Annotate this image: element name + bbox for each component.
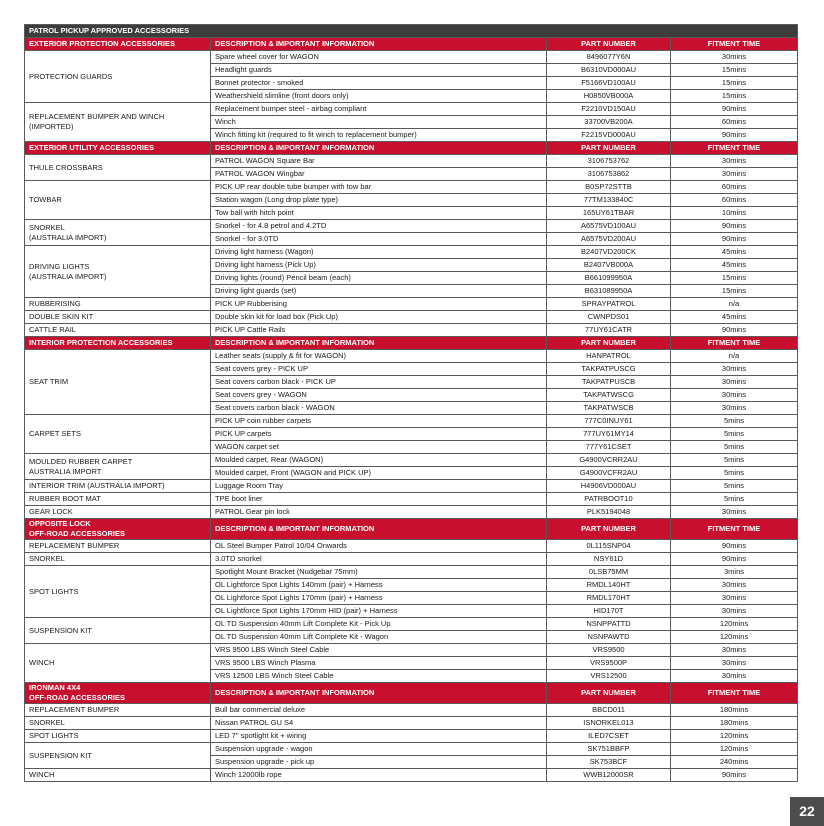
fitment-time-cell: 30mins (671, 389, 798, 402)
category-cell (25, 51, 211, 103)
part-number-cell: 77TM133840C (547, 194, 671, 207)
category-cell (25, 717, 211, 730)
column-header-part-number: PART NUMBER (547, 142, 671, 155)
fitment-time-cell: 30mins (671, 579, 798, 592)
part-number-cell: 777Y61CSET (547, 441, 671, 454)
category-label: GEAR LOCK (29, 507, 73, 516)
part-number-cell: ISNORKEL013 (547, 717, 671, 730)
description-cell: Driving light guards (set) (211, 285, 547, 298)
description-cell: TPE boot liner (211, 493, 547, 506)
fitment-time-cell: 30mins (671, 670, 798, 683)
category-label: CARPET SETS (29, 429, 81, 438)
part-number-cell: ILED7CSET (547, 730, 671, 743)
part-number-cell: 3106753762 (547, 155, 671, 168)
category-cell (25, 704, 211, 717)
part-number-cell: B631089950A (547, 285, 671, 298)
category-cell (25, 155, 211, 181)
description-cell: WAGON carpet set (211, 441, 547, 454)
description-cell: 3.0TD snorkel (211, 553, 547, 566)
description-cell: Nissan PATROL GU S4 (211, 717, 547, 730)
accessories-table-container (24, 24, 797, 782)
accessories-table-body (25, 25, 798, 782)
description-cell: Suspension upgrade - pick up (211, 756, 547, 769)
fitment-time-cell: 30mins (671, 363, 798, 376)
category-label: SNORKEL (29, 718, 65, 727)
part-number-cell: SK751BBFP (547, 743, 671, 756)
table-row (25, 415, 798, 428)
column-header-part-number: PART NUMBER (547, 337, 671, 350)
category-cell (25, 730, 211, 743)
description-cell: Snorkel - for 4.8 petrol and 4.2TD (211, 220, 547, 233)
part-number-cell: RMDL140HT (547, 579, 671, 592)
part-number-cell: BBCD011 (547, 704, 671, 717)
category-cell (25, 324, 211, 337)
table-row (25, 493, 798, 506)
category-cell (25, 415, 211, 454)
section-title (25, 38, 211, 51)
fitment-time-cell: 5mins (671, 467, 798, 480)
description-cell: PATROL WAGON Wingbar (211, 168, 547, 181)
description-cell: OL Steel Bumper Patrol 10/04 Onwards (211, 540, 547, 553)
description-cell: PICK UP coin rubber carpets (211, 415, 547, 428)
category-label: WINCH (29, 658, 55, 667)
column-header-fitment-time: FITMENT TIME (671, 519, 798, 540)
section-title-line: INTERIOR PROTECTION ACCESSORIES (29, 338, 173, 347)
part-number-cell: VRS9500P (547, 657, 671, 670)
part-number-cell: 0L115SNP04 (547, 540, 671, 553)
category-cell (25, 311, 211, 324)
section-header-row (25, 519, 798, 540)
description-cell: Leather seats (supply & fit for WAGON) (211, 350, 547, 363)
category-label: SEAT TRIM (29, 377, 69, 386)
fitment-time-cell: 180mins (671, 717, 798, 730)
section-title (25, 337, 211, 350)
category-cell (25, 454, 211, 480)
description-cell: Moulded carpet, Front (WAGON and PICK UP) (211, 467, 547, 480)
category-cell (25, 618, 211, 644)
fitment-time-cell: 30mins (671, 644, 798, 657)
category-label: REPLACEMENT BUMPER (29, 705, 120, 714)
fitment-time-cell: 15mins (671, 64, 798, 77)
part-number-cell: B2407VB000A (547, 259, 671, 272)
part-number-cell: B6310VD000AU (547, 64, 671, 77)
fitment-time-cell: n/a (671, 350, 798, 363)
table-row (25, 618, 798, 631)
part-number-cell: TAKPATPUSCB (547, 376, 671, 389)
table-row (25, 566, 798, 579)
description-cell: Spotlight Mount Bracket (Nudgebar 75mm) (211, 566, 547, 579)
part-number-cell: B2407VD200CK (547, 246, 671, 259)
part-number-cell: HID170T (547, 605, 671, 618)
category-label: TOWBAR (29, 195, 62, 204)
table-row (25, 644, 798, 657)
table-row (25, 350, 798, 363)
part-number-cell: G4900VCFR2AU (547, 467, 671, 480)
part-number-cell: 3106753862 (547, 168, 671, 181)
table-row (25, 743, 798, 756)
description-cell: Seat covers grey - WAGON (211, 389, 547, 402)
fitment-time-cell: 120mins (671, 743, 798, 756)
description-cell: OL TD Suspension 40mm Lift Complete Kit - Wagon (211, 631, 547, 644)
page-number-badge: 22 (790, 797, 824, 826)
column-header-description: DESCRIPTION & IMPORTANT INFORMATION (211, 519, 547, 540)
category-label: DRIVING LIGHTS (29, 261, 90, 271)
fitment-time-cell: 90mins (671, 324, 798, 337)
category-label: INTERIOR TRIM (AUSTRALIA IMPORT) (29, 481, 165, 490)
description-cell: PATROL WAGON Square Bar (211, 155, 547, 168)
description-cell: Station wagon (Long drop plate type) (211, 194, 547, 207)
fitment-time-cell: 90mins (671, 769, 798, 782)
section-title (25, 142, 211, 155)
fitment-time-cell: 5mins (671, 454, 798, 467)
description-cell: Seat covers carbon black - PICK UP (211, 376, 547, 389)
category-label: SUSPENSION KIT (29, 750, 92, 760)
section-title (25, 519, 211, 540)
part-number-cell: WWB12000SR (547, 769, 671, 782)
fitment-time-cell: 90mins (671, 220, 798, 233)
description-cell: Replacement bumper steel - airbag compliant (211, 103, 547, 116)
accessories-table (24, 24, 798, 782)
category-label: RUBBERISING (29, 299, 81, 308)
category-label: SUSPENSION KIT (29, 625, 92, 635)
part-number-cell: F2210VD150AU (547, 103, 671, 116)
category-label: (IMPORTED) (29, 122, 74, 131)
description-cell: OL Lightforce Spot Lights 170mm HID (pair) + Harness (211, 605, 547, 618)
category-cell (25, 350, 211, 415)
fitment-time-cell: 90mins (671, 540, 798, 553)
column-header-part-number: PART NUMBER (547, 519, 671, 540)
fitment-time-cell: 30mins (671, 51, 798, 64)
part-number-cell: NSNPPATTD (547, 618, 671, 631)
part-number-cell: SK753BCF (547, 756, 671, 769)
fitment-time-cell: 90mins (671, 103, 798, 116)
category-label: RUBBER BOOT MAT (29, 494, 101, 503)
table-row (25, 298, 798, 311)
category-label: REPLACEMENT BUMPER (29, 541, 120, 550)
part-number-cell: TAKPATPUSCG (547, 363, 671, 376)
description-cell: Driving light harness (Wagon) (211, 246, 547, 259)
column-header-fitment-time: FITMENT TIME (671, 142, 798, 155)
description-cell: Headlight guards (211, 64, 547, 77)
fitment-time-cell: 5mins (671, 480, 798, 493)
fitment-time-cell: 15mins (671, 90, 798, 103)
fitment-time-cell: 5mins (671, 493, 798, 506)
description-cell: Driving light harness (Pick Up) (211, 259, 547, 272)
description-cell: Winch 12000lb rope (211, 769, 547, 782)
fitment-time-cell: 120mins (671, 618, 798, 631)
category-cell (25, 644, 211, 683)
table-row (25, 717, 798, 730)
description-cell: OL TD Suspension 40mm Lift Complete Kit - Pick Up (211, 618, 547, 631)
table-title-row (25, 25, 798, 38)
part-number-cell: 165UY61TBAR (547, 207, 671, 220)
fitment-time-cell: 5mins (671, 415, 798, 428)
table-title: PATROL PICKUP APPROVED ACCESSORIES (25, 25, 798, 38)
fitment-time-cell: 45mins (671, 259, 798, 272)
description-cell: VRS 9500 LBS Winch Steel Cable (211, 644, 547, 657)
category-label: PROTECTION GUARDS (29, 71, 113, 81)
section-header-row (25, 683, 798, 704)
category-cell (25, 298, 211, 311)
category-label: WINCH (29, 770, 55, 779)
category-cell (25, 566, 211, 618)
description-cell: Spare wheel cover for WAGON (211, 51, 547, 64)
fitment-time-cell: 90mins (671, 129, 798, 142)
fitment-time-cell: 30mins (671, 155, 798, 168)
category-cell (25, 103, 211, 142)
part-number-cell: 777UY61MY14 (547, 428, 671, 441)
category-cell (25, 480, 211, 493)
fitment-time-cell: n/a (671, 298, 798, 311)
description-cell: Tow ball with hitch point (211, 207, 547, 220)
section-header-row (25, 38, 798, 51)
part-number-cell: RMDL170HT (547, 592, 671, 605)
table-row (25, 730, 798, 743)
fitment-time-cell: 15mins (671, 272, 798, 285)
part-number-cell: B0SP72STTB (547, 181, 671, 194)
fitment-time-cell: 60mins (671, 181, 798, 194)
category-label: REPLACEMENT BUMPER AND WINCH (29, 112, 165, 121)
category-cell (25, 506, 211, 519)
category-cell (25, 246, 211, 298)
column-header-description: DESCRIPTION & IMPORTANT INFORMATION (211, 38, 547, 51)
description-cell: Weathershield slimline (front doors only) (211, 90, 547, 103)
section-header-row (25, 142, 798, 155)
fitment-time-cell: 5mins (671, 441, 798, 454)
section-title-line: EXTERIOR UTILITY ACCESSORIES (29, 143, 155, 152)
description-cell: PICK UP carpets (211, 428, 547, 441)
part-number-cell: VRS9500 (547, 644, 671, 657)
part-number-cell: VRS12500 (547, 670, 671, 683)
table-row (25, 246, 798, 259)
section-title-line: OFF-ROAD ACCESSORIES (29, 529, 125, 538)
section-header-row (25, 337, 798, 350)
fitment-time-cell: 30mins (671, 168, 798, 181)
category-cell (25, 540, 211, 553)
table-row (25, 553, 798, 566)
description-cell: Moulded carpet, Rear (WAGON) (211, 454, 547, 467)
part-number-cell: A6575VD100AU (547, 220, 671, 233)
fitment-time-cell: 10mins (671, 207, 798, 220)
description-cell: Bonnet protector - smoked (211, 77, 547, 90)
description-cell: Suspension upgrade - wagon (211, 743, 547, 756)
fitment-time-cell: 30mins (671, 657, 798, 670)
description-cell: Winch fitting kit (required to fit winch to replacement bumper) (211, 129, 547, 142)
description-cell: PICK UP Rubberising (211, 298, 547, 311)
column-header-fitment-time: FITMENT TIME (671, 337, 798, 350)
table-row (25, 454, 798, 467)
table-row (25, 324, 798, 337)
part-number-cell: CWNPDS01 (547, 311, 671, 324)
part-number-cell: G4900VCRR2AU (547, 454, 671, 467)
table-row (25, 155, 798, 168)
category-cell (25, 220, 211, 246)
category-label: (AUSTRALIA IMPORT) (29, 232, 107, 242)
part-number-cell: H0850VB000A (547, 90, 671, 103)
column-header-description: DESCRIPTION & IMPORTANT INFORMATION (211, 142, 547, 155)
category-label: CATTLE RAIL (29, 325, 76, 334)
part-number-cell: NSNPAWTD (547, 631, 671, 644)
description-cell: OL Lightforce Spot Lights 170mm (pair) + Harness (211, 592, 547, 605)
category-label: SNORKEL (29, 222, 65, 232)
category-cell (25, 181, 211, 220)
description-cell: VRS 9500 LBS Winch Plasma (211, 657, 547, 670)
category-label: SPOT LIGHTS (29, 731, 79, 740)
table-row (25, 51, 798, 64)
table-row (25, 704, 798, 717)
fitment-time-cell: 45mins (671, 246, 798, 259)
fitment-time-cell: 30mins (671, 592, 798, 605)
fitment-time-cell: 45mins (671, 311, 798, 324)
table-row (25, 311, 798, 324)
column-header-description: DESCRIPTION & IMPORTANT INFORMATION (211, 683, 547, 704)
fitment-time-cell: 60mins (671, 194, 798, 207)
table-row (25, 480, 798, 493)
description-cell: VRS 12500 LBS Winch Steel Cable (211, 670, 547, 683)
part-number-cell: 8496077Y6N (547, 51, 671, 64)
fitment-time-cell: 30mins (671, 402, 798, 415)
part-number-cell: TAKPATWSCB (547, 402, 671, 415)
category-label: MOULDED RUBBER CARPET (29, 456, 133, 466)
fitment-time-cell: 90mins (671, 233, 798, 246)
description-cell: Luggage Room Tray (211, 480, 547, 493)
description-cell: Seat covers grey - PICK UP (211, 363, 547, 376)
section-title-line: EXTERIOR PROTECTION ACCESSORIES (29, 39, 175, 48)
part-number-cell: NSY61D (547, 553, 671, 566)
part-number-cell: B661099950A (547, 272, 671, 285)
fitment-time-cell: 240mins (671, 756, 798, 769)
fitment-time-cell: 15mins (671, 285, 798, 298)
part-number-cell: SPRAYPATROL (547, 298, 671, 311)
section-title-line: OFF-ROAD ACCESSORIES (29, 693, 125, 702)
table-row (25, 540, 798, 553)
description-cell: Seat covers carbon black - WAGON (211, 402, 547, 415)
category-cell (25, 553, 211, 566)
part-number-cell: HANPATROL (547, 350, 671, 363)
category-label: (AUSTRALIA IMPORT) (29, 271, 107, 281)
category-cell (25, 769, 211, 782)
section-title (25, 683, 211, 704)
category-label: DOUBLE SKIN KIT (29, 312, 94, 321)
part-number-cell: PATRBOOT10 (547, 493, 671, 506)
fitment-time-cell: 180mins (671, 704, 798, 717)
part-number-cell: TAKPATWSCG (547, 389, 671, 402)
category-label: THULE CROSSBARS (29, 162, 103, 172)
column-header-part-number: PART NUMBER (547, 683, 671, 704)
description-cell: PATROL Gear pin lock (211, 506, 547, 519)
description-cell: Driving lights (round) Pencil beam (each) (211, 272, 547, 285)
part-number-cell: 0LSB75MM (547, 566, 671, 579)
section-title-line: OPPOSITE LOCK (29, 519, 91, 528)
fitment-time-cell: 5mins (671, 428, 798, 441)
table-row (25, 506, 798, 519)
category-cell (25, 743, 211, 769)
section-title-line: IRONMAN 4X4 (29, 683, 81, 692)
table-row (25, 220, 798, 233)
category-cell (25, 493, 211, 506)
part-number-cell: H4906VD000AU (547, 480, 671, 493)
part-number-cell: 77UY61CATR (547, 324, 671, 337)
fitment-time-cell: 30mins (671, 376, 798, 389)
category-label: SNORKEL (29, 554, 65, 563)
description-cell: Snorkel - for 3.0TD (211, 233, 547, 246)
part-number-cell: 777C0INUY61 (547, 415, 671, 428)
table-row (25, 103, 798, 116)
fitment-time-cell: 90mins (671, 553, 798, 566)
column-header-fitment-time: FITMENT TIME (671, 38, 798, 51)
column-header-description: DESCRIPTION & IMPORTANT INFORMATION (211, 337, 547, 350)
category-label: SPOT LIGHTS (29, 586, 79, 596)
column-header-part-number: PART NUMBER (547, 38, 671, 51)
part-number-cell: 33700VB200A (547, 116, 671, 129)
column-header-fitment-time: FITMENT TIME (671, 683, 798, 704)
fitment-time-cell: 15mins (671, 77, 798, 90)
fitment-time-cell: 120mins (671, 631, 798, 644)
part-number-cell: F2215VD000AU (547, 129, 671, 142)
part-number-cell: F5166VD100AU (547, 77, 671, 90)
part-number-cell: A6575VD200AU (547, 233, 671, 246)
fitment-time-cell: 30mins (671, 605, 798, 618)
description-cell: Double skin kit for load box (Pick Up) (211, 311, 547, 324)
description-cell: LED 7" spotlight kit + wiring (211, 730, 547, 743)
fitment-time-cell: 120mins (671, 730, 798, 743)
table-row (25, 769, 798, 782)
fitment-time-cell: 30mins (671, 506, 798, 519)
description-cell: PICK UP Cattle Rails (211, 324, 547, 337)
description-cell: PICK UP rear double tube bumper with tow bar (211, 181, 547, 194)
fitment-time-cell: 60mins (671, 116, 798, 129)
description-cell: Winch (211, 116, 547, 129)
description-cell: OL Lightforce Spot Lights 140mm (pair) + Harness (211, 579, 547, 592)
description-cell: Bull bar commercial deluxe (211, 704, 547, 717)
fitment-time-cell: 3mins (671, 566, 798, 579)
category-label: AUSTRALIA IMPORT (29, 466, 102, 476)
table-row (25, 181, 798, 194)
part-number-cell: PLK5194048 (547, 506, 671, 519)
